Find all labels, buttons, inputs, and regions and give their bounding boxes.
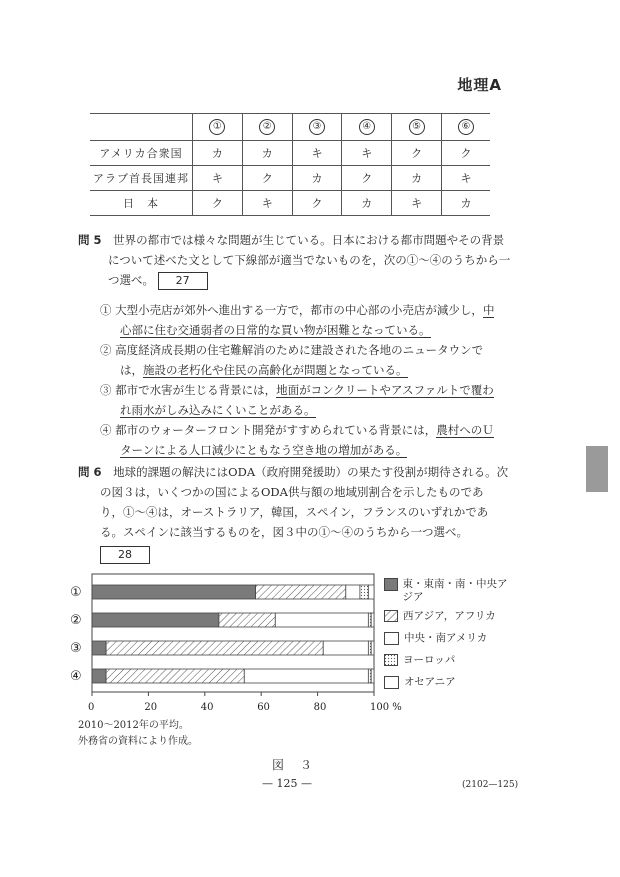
table-cell: ク	[342, 166, 392, 191]
bar-segment	[346, 585, 360, 599]
legend-item	[384, 632, 514, 645]
bar-segment	[368, 613, 371, 627]
table-row	[90, 166, 490, 191]
table-cell: キ	[242, 191, 292, 216]
underlined-text: 農村へのＵ	[436, 423, 494, 437]
bar-segment	[371, 613, 374, 627]
tick-label: 60	[257, 702, 270, 713]
bar-segment	[368, 669, 371, 683]
underlined-text: ターンによる人口減少にともなう空き地の増加がある。	[120, 443, 408, 457]
legend-swatch	[384, 578, 398, 591]
column-header: ②	[259, 119, 275, 135]
underlined-text: れ雨水がしみ込みにくいことがある。	[120, 403, 316, 417]
option-number: ④	[100, 423, 112, 437]
legend-label: オセアニア	[404, 676, 456, 688]
column-header: ④	[359, 119, 375, 135]
column-header: ①	[209, 119, 225, 135]
table-cell: キ	[441, 166, 490, 191]
question-text: について述べた文として下線部が適当でないものを，次の①～④のうちから一	[108, 253, 511, 267]
table-cell: カ	[342, 191, 392, 216]
answer-choice-table	[90, 113, 490, 216]
document-code: (2102—125)	[462, 780, 519, 790]
option-number: ②	[100, 343, 112, 357]
option-item[interactable]: ③ 都市で水害が生じる背景には，地面がコンクリートやアスファルトで覆わ	[100, 383, 494, 397]
table-cell: カ	[441, 191, 490, 216]
legend-label: ヨーロッパ	[403, 654, 456, 666]
bar-segment	[106, 669, 244, 683]
legend-label: 中央・南アメリカ	[404, 632, 488, 644]
column-header: ⑥	[458, 119, 474, 135]
legend-swatch	[384, 632, 399, 645]
bar-segment	[368, 641, 371, 655]
question-text: り，①～④は，オーストラリア，韓国，スペイン，フランスのいずれかであ	[100, 505, 489, 519]
option-number: ①	[100, 303, 112, 317]
table-cell: キ	[342, 141, 392, 166]
question-text: 地球的課題の解決にはODA（政府開発援助）の果たす役割が期待される。次	[113, 465, 509, 479]
option-item[interactable]: ④ 都市のウォーターフロント開発がすすめられている背景には，農村へのＵ	[100, 423, 494, 437]
row-label: 日 本	[90, 191, 193, 216]
table-cell: ク	[392, 141, 442, 166]
tick-label: 80	[313, 702, 327, 713]
table-cell: カ	[242, 141, 292, 166]
underlined-text: 中	[482, 303, 495, 317]
table-cell: ク	[242, 166, 292, 191]
underlined-text: 心部に住む交通弱者の日常的な買い物が困難となっている。	[120, 323, 431, 337]
answer-box[interactable]: 27	[158, 272, 208, 290]
chart-legend	[384, 578, 514, 689]
question-number: 問 6	[78, 465, 102, 479]
legend-item	[384, 578, 514, 604]
table-cell: キ	[193, 166, 243, 191]
bar-segment	[92, 585, 256, 599]
table-header-row	[90, 114, 490, 141]
bar-segment	[219, 613, 275, 627]
q5-options: ① 大型小売店が郊外へ進出する一方で，都市の中心部の小売店が減少し，中 心部に住む交通弱者の日常的な買い物が困難となっている。 ② 高度経済成長期の住宅難解消のために建設された各地のニュータウンで は，施設の老朽化や住民の高齢化が問題となっている。 ③ 都市で水害が生じる背景には，地面がコンクリートやアスファルトで覆わ れ雨水がしみ込みにくいことがある。 ④ 都市のウォーターフロント開発がすすめられている背景には，農村へのＵ ターンによる人口減少にともなう空き地の増加がある。	[100, 300, 520, 460]
chart-source: 外務省の資料により作成。	[78, 736, 198, 747]
bar-segment	[256, 585, 346, 599]
bar-segment	[323, 641, 368, 655]
bar-segment	[371, 669, 374, 683]
question-text: 世界の都市では様々な問題が生じている。日本における都市問題やその背景	[113, 233, 505, 247]
subject-header: 地理A	[457, 76, 502, 94]
legend-label: 西アジア，アフリカ	[403, 610, 496, 622]
question-text: つ選べ。	[108, 273, 154, 287]
table-row	[90, 191, 490, 216]
tick-label: 100 %	[370, 702, 402, 713]
column-header: ③	[309, 119, 325, 135]
legend-swatch	[384, 654, 399, 667]
bar-segment	[92, 641, 106, 655]
category-label: ②	[70, 613, 82, 628]
column-header: ⑤	[409, 119, 425, 135]
page-number: — 125 —	[262, 777, 312, 790]
bar-segment	[275, 613, 368, 627]
figure-caption: 図 ３	[272, 758, 315, 772]
table-cell: カ	[193, 141, 243, 166]
oda-stacked-bar-chart	[60, 570, 402, 720]
bar-segment	[92, 613, 219, 627]
legend-label: 東・東南・南・中央アジア	[402, 578, 508, 603]
legend-swatch	[384, 676, 399, 689]
question-text: る。スペインに該当するものを，図３中の①～④のうちから一つ選べ。	[100, 525, 468, 539]
table-cell: ク	[292, 191, 342, 216]
bar-segment	[244, 669, 368, 683]
option-item[interactable]: ① 大型小売店が郊外へ進出する一方で，都市の中心部の小売店が減少し，中	[100, 303, 495, 317]
table-cell: カ	[392, 166, 442, 191]
bar-segment	[92, 669, 106, 683]
answer-box[interactable]: 28	[100, 546, 150, 564]
tick-label: 40	[200, 702, 214, 713]
table-cell: キ	[392, 191, 442, 216]
option-item[interactable]: ② 高度経済成長期の住宅難解消のために建設された各地のニュータウンで	[100, 343, 484, 357]
underlined-text: 施設の老朽化や住民の高齢化が問題となっている。	[143, 363, 408, 377]
table-corner	[90, 114, 193, 141]
table-cell: ク	[441, 141, 490, 166]
category-label: ③	[70, 641, 82, 656]
side-index-tab	[586, 446, 608, 492]
category-label: ①	[70, 585, 82, 600]
legend-item	[384, 654, 514, 667]
chart-note: 2010～2012年の平均。	[78, 720, 189, 731]
legend-item	[384, 676, 514, 689]
category-label: ④	[70, 669, 82, 684]
bar-segment	[371, 641, 374, 655]
row-label: アメリカ合衆国	[90, 141, 193, 166]
tick-label: 0	[88, 702, 95, 713]
question-text: の図３は，いくつかの国によるODA供与額の地域別割合を示したものであ	[100, 485, 484, 499]
tick-label: 20	[144, 702, 158, 713]
row-label: アラブ首長国連邦	[90, 166, 193, 191]
table-cell: ク	[193, 191, 243, 216]
legend-swatch	[384, 610, 399, 623]
underlined-text: 地面がコンクリートやアスファルトで覆わ	[276, 383, 494, 397]
bar-segment	[360, 585, 368, 599]
bar-segment	[106, 641, 323, 655]
table-cell: キ	[292, 141, 342, 166]
question-6	[78, 462, 518, 564]
option-number: ③	[100, 383, 112, 397]
table-cell: カ	[292, 166, 342, 191]
question-5	[78, 230, 518, 290]
question-number: 問 5	[78, 233, 102, 247]
bar-segment	[368, 585, 374, 599]
table-row	[90, 141, 490, 166]
legend-item	[384, 610, 514, 623]
